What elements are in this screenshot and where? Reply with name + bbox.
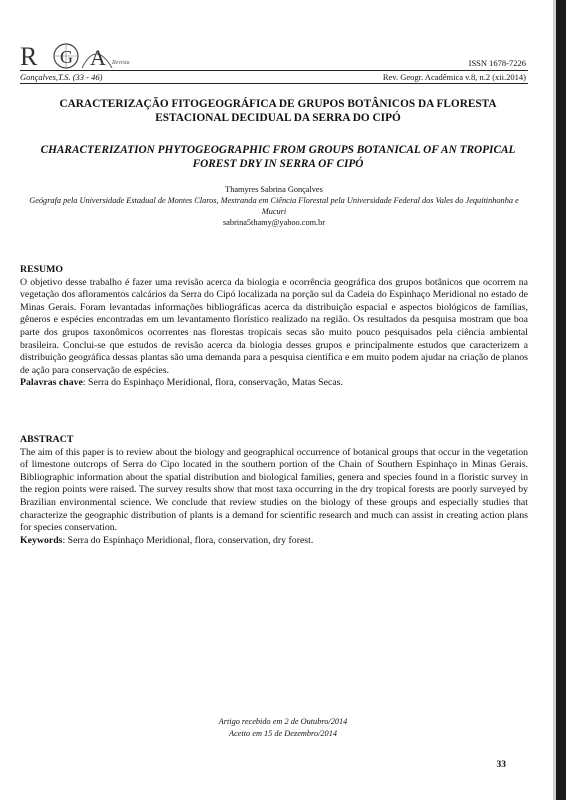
abstract-keywords-text: : Serra do Espinhaço Meridional, flora, conservation, dry forest. <box>62 534 314 546</box>
svg-text:A: A <box>90 45 106 70</box>
resumo-keywords-label: Palavras chave <box>20 377 83 389</box>
author-name: Thamyres Sabrina Gonçalves <box>225 185 323 194</box>
abstract-keywords <box>20 535 528 548</box>
resumo-section <box>20 264 528 390</box>
svg-text:R: R <box>20 42 38 71</box>
svg-text:Revista: Revista <box>112 60 130 66</box>
rga-logo-icon <box>20 38 132 72</box>
header-rule-bottom <box>20 83 528 84</box>
resumo-keywords-text: : Serra do Espinhaço Meridional, flora, conservação, Matas Secas. <box>82 377 343 389</box>
resumo-keywords <box>20 377 528 390</box>
issn: ISSN 1678-7226 <box>468 58 526 68</box>
author-affiliation: Geógrafa pela Universidade Estadual de Montes Claros, Mestranda em Ciência Florestal pela Universidade Federal dos Vales do Jequitinhonha e Mucuri <box>29 196 519 216</box>
resumo-body: O objetivo desse trabalho é fazer uma revisão acerca da biologia e ocorrência geográfica dos grupos botânicos que ocorrem na vegetação dos afloramentos calcários da Serra do Cipó localizada na porção sul da Cadeia do Espinhaço Meridional no estado de Minas Gerais. Foram levantadas informações bibliográficas acerca da distribuição espacial e aspectos biológicos de famílias, gêneros e espécies encontradas em um levantamento florístico realizado na região. Os resultados da pesquisa mostram que boa parte dos grupos taxonômicos ocorrentes nas florestas tropicais secas são muito pouco pesquisados pela ciência ambiental brasileira. Conclui-se que estudos de revisão acerca da biologia desses grupos e principalmente estudos que caracterizem a distribuição geográfica dessas plantas são uma demanda para a pesquisa científica e em muito podem ajudar na criação de planos de ação para conservação de espécies. <box>20 276 528 376</box>
abstract-keywords-label: Keywords <box>20 534 63 546</box>
author-block <box>20 184 528 228</box>
submission-dates <box>0 716 566 740</box>
abstract-heading: ABSTRACT <box>20 434 74 445</box>
journal-logo <box>20 38 132 72</box>
running-author: Gonçalves,T.S. (33 - 46) <box>20 72 103 82</box>
page-edge-shadow <box>556 0 566 800</box>
header-rule-top <box>20 70 528 71</box>
abstract-section <box>20 434 528 547</box>
svg-text:G: G <box>60 47 73 67</box>
resumo-heading: RESUMO <box>20 264 64 275</box>
author-email[interactable]: sabrina5thamy@yahoo.com.br <box>222 218 326 227</box>
abstract-body: The aim of this paper is to review about the biology and geographical occurrence of botanical groups that occur in the vegetation of limestone outcrops of Serra do Cipo located in the southern portion of the Chain of Southern Espinhaço in Minas Gerais. Bibliographic information about the spatial distribution and biological families, genera and species found in a floristic survey in the region points were raised. The survey results show that most taxa occurring in the dry tropical forests are poorly surveyed by Brazilian environmental science. We conclude that review studies on the biology of these groups and especially studies that characterize the geographic distribution of plants is a demand for scientific research and much can assist in creating action plans for species conservation. <box>20 446 528 534</box>
title-english: CHARACTERIZATION PHYTOGEOGRAPHIC FROM GROUPS BOTANICAL OF AN TROPICAL FOREST DRY IN SERRA OF CIPÓ <box>40 144 516 170</box>
title-portuguese: CARACTERIZAÇÃO FITOGEOGRÁFICA DE GRUPOS BOTÂNICOS DA FLORESTA ESTACIONAL DECIDUAL DA SERRA DO CIPÓ <box>59 98 497 124</box>
page-number: 33 <box>496 760 506 770</box>
journal-citation: Rev. Geogr. Acadêmica v.8, n.2 (xii.2014) <box>382 72 526 82</box>
accepted-date: Aceito em 15 de Dezembro/2014 <box>229 729 337 738</box>
received-date: Artigo recebido em 2 de Outubro/2014 <box>218 717 348 726</box>
